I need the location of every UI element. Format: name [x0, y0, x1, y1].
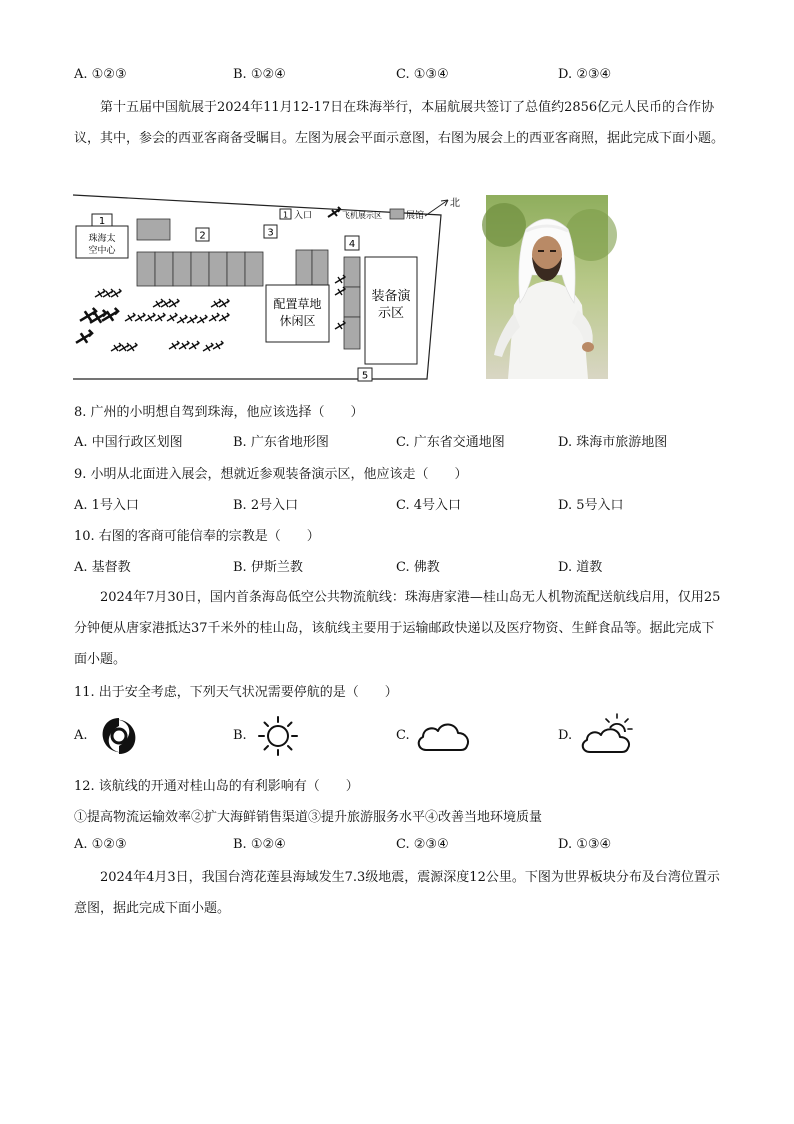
leisure-label-2: 休闲区 [279, 314, 316, 328]
aircraft-icon [169, 341, 179, 349]
entrance-4-label: 4 [348, 239, 356, 250]
q9-option-a: A. 1号入口 [74, 498, 139, 513]
aircraft-icon [197, 315, 207, 323]
legend-hall-label: 展馆 [406, 211, 425, 221]
q9-option-d: D. 5号入口 [558, 498, 624, 513]
aircraft-icon [335, 287, 345, 295]
q7-option-b: B. ①②④ [233, 67, 286, 82]
q7-option-a: A. ①②③ [74, 67, 127, 82]
q10-option-a: A. 基督教 [74, 560, 131, 575]
partly-cloudy-icon [579, 712, 635, 756]
aircraft-icon [76, 330, 92, 343]
q8-stem: 8. 广州的小明想自驾到珠海，他应该选择（ ） [74, 405, 364, 420]
aircraft-icon [211, 299, 221, 307]
q12-stem: 12. 该航线的开通对桂山岛的有利影响有（ ） [74, 779, 359, 794]
north-label: 北 [450, 198, 460, 209]
space-center-label-2: 空中心 [88, 246, 116, 256]
q9-option-c: C. 4号入口 [396, 498, 462, 513]
aircraft-icon [209, 313, 219, 321]
q11-stem: 11. 出于安全考虑，下列天气状况需要停航的是（ ） [74, 685, 398, 700]
q10-option-c: C. 佛教 [396, 560, 440, 575]
businessman-photo [486, 195, 608, 379]
entrance-2-label: 2 [199, 230, 206, 242]
q8-option-b: B. 广东省地形图 [233, 435, 329, 450]
q12-option-d: D. ①③④ [558, 837, 612, 852]
entrance-1-label: 1 [98, 216, 106, 227]
legend-hall-swatch [390, 209, 404, 219]
q11-option-a: A. [74, 728, 88, 743]
q12-option-a: A. ①②③ [74, 837, 127, 852]
aircraft-icon [125, 313, 135, 321]
passage-2 [74, 582, 726, 675]
aircraft-icon [111, 343, 121, 351]
aircraft-icon [187, 315, 197, 323]
aircraft-icon [95, 289, 105, 297]
aircraft-icon [179, 341, 189, 349]
aircraft-icon [213, 341, 223, 349]
entrance-3-label: 3 [267, 227, 274, 239]
aircraft-icon [155, 313, 165, 321]
demo-label-1: 装备演 [371, 289, 411, 304]
svg-text:1: 1 [282, 210, 289, 220]
aircraft-icon [135, 313, 145, 321]
aircraft-icon [335, 275, 345, 283]
q7-option-c: C. ①③④ [396, 67, 449, 82]
q9-stem: 9. 小明从北面进入展会，想就近参观装备演示区，他应该走（ ） [74, 467, 468, 482]
q12-option-b: B. ①②④ [233, 837, 286, 852]
sunny-icon [256, 714, 300, 758]
aircraft-icon [80, 308, 96, 321]
q10-stem: 10. 右图的客商可能信奉的宗教是（ ） [74, 529, 320, 544]
passage-3-text: 2024年4月3日，我国台湾花莲县海域发生7.3级地震，震源深度12公里。下图为世界板块分布及台湾位置示意图，据此完成下面小题。 [74, 870, 720, 916]
leisure-label-1: 配置草地 [273, 297, 322, 311]
q8-option-d: D. 珠海市旅游地图 [558, 435, 668, 450]
exhibition-map [70, 192, 460, 384]
north-arrow-icon [425, 200, 448, 216]
typhoon-icon [97, 714, 141, 758]
q10-option-d: D. 道教 [558, 560, 603, 575]
aircraft-icon [177, 315, 187, 323]
entrance-5-label: 5 [361, 370, 369, 382]
q12-statements: ①提高物流运输效率②扩大海鲜销售渠道③提升旅游服务水平④改善当地环境质量 [74, 810, 543, 825]
aircraft-icon [335, 321, 345, 329]
demo-label-2: 示区 [377, 306, 405, 321]
q11-option-c: C. [396, 728, 410, 743]
q12-option-c: C. ②③④ [396, 837, 449, 852]
aircraft-icon [219, 313, 229, 321]
legend-aircraft-label: 飞机展示区 [342, 211, 382, 220]
space-center-label-1: 珠海太 [88, 234, 116, 244]
q10-option-b: B. 伊斯兰教 [233, 560, 303, 575]
legend-entrance-label: 入口 [294, 211, 313, 221]
aircraft-icon [167, 313, 177, 321]
aircraft-icon [189, 341, 199, 349]
passage-1-text: 第十五届中国航展于2024年11月12-17日在珠海举行，本届航展共签订了总值约2856亿元人民币的合作协议，其中，参会的西亚客商备受瞩目。左图为展会平面示意图，右图为展会上的西亚客商照，据此完成下面小题。 [74, 100, 725, 146]
passage-2-text: 2024年7月30日，国内首条海岛低空公共物流航线：珠海唐家港—桂山岛无人机物流配送航线启用，仅用25分钟便从唐家港抵达37千米外的桂山岛，该航线主要用于运输邮政快递以及医疗物资、生鲜食品等。据此完成下面小题。 [74, 590, 721, 667]
q11-option-b: B. [233, 728, 247, 743]
passage-1 [74, 92, 726, 154]
q8-option-a: A. 中国行政区划图 [74, 435, 183, 450]
cloudy-icon [414, 716, 472, 756]
q9-option-b: B. 2号入口 [233, 498, 299, 513]
passage-3 [74, 862, 726, 924]
q8-option-c: C. 广东省交通地图 [396, 435, 505, 450]
aircraft-icon [203, 343, 213, 351]
aircraft-icon [153, 299, 163, 307]
q11-option-d: D. [558, 728, 573, 743]
q7-option-d: D. ②③④ [558, 67, 612, 82]
aircraft-icon [145, 313, 155, 321]
